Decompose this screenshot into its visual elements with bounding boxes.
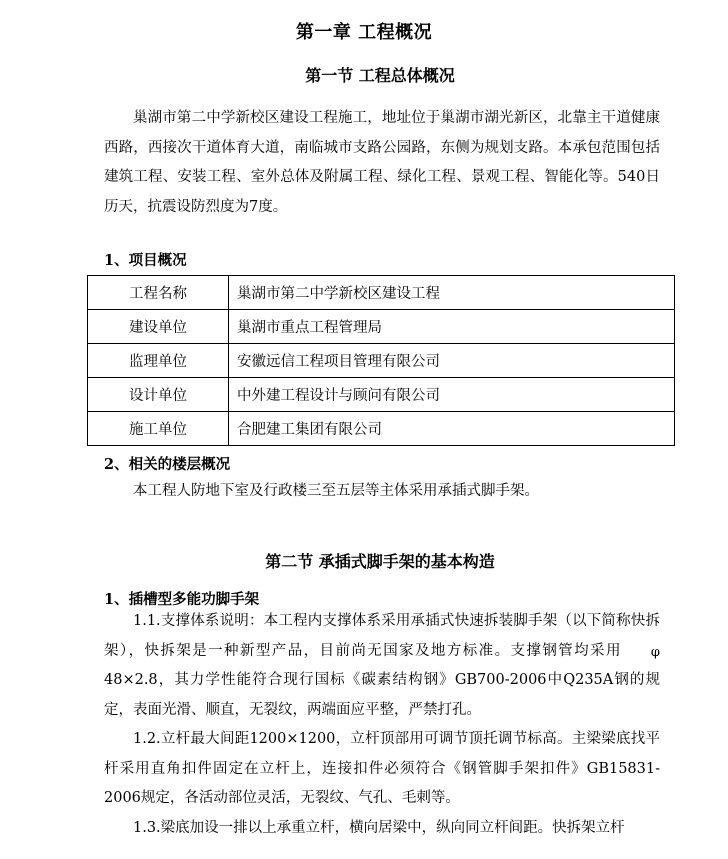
section2-title: 第二节 承插式脚手架的基本构造 [265, 552, 495, 571]
paragraph-1-1 [104, 607, 660, 725]
section1-title: 第一节 工程总体概况 [305, 66, 455, 85]
intro-paragraph [104, 104, 660, 222]
paragraph-1-3: 1.3.梁底加设一排以上承重立杆，横向居梁中，纵向同立杆间距。快拆架立杆 [133, 819, 625, 836]
table-value: 巢湖市第二中学新校区建设工程 [229, 276, 675, 310]
table-row [88, 344, 675, 378]
project-info-table [87, 275, 675, 446]
paragraph-1-1-part-a: 1.1.支撑体系说明：本工程内支撑体系采用承插式快速拆装脚手架（以下简称快拆架），快拆架是一种新型产品，目前尚无国家及地方标准。支撑钢管均采用 [104, 613, 660, 659]
table-row [88, 276, 675, 310]
table-row [88, 378, 675, 412]
chapter-title: 第一章 工程概况 [295, 22, 433, 43]
intro-text: 巢湖市第二中学新校区建设工程施工，地址位于巢湖市湖光新区，北靠主干道健康西路，西接次干道体育大道，南临城市支路公园路，东侧为规划支路。本承包范围包括建筑工程、安装工程、室外总体及附属工程、绿化工程、景观工程、智能化等。540日历天，抗震设防烈度为7度。 [104, 110, 660, 215]
table-value: 中外建工程设计与顾问有限公司 [229, 378, 675, 412]
table-key: 施工单位 [88, 412, 229, 446]
item1-title: 1、项目概况 [104, 252, 187, 269]
diameter-symbol: φ [650, 644, 660, 660]
table-value: 安徽远信工程项目管理有限公司 [229, 344, 675, 378]
item2-title: 2、相关的楼层概况 [104, 456, 231, 473]
table-value: 巢湖市重点工程管理局 [229, 310, 675, 344]
item2-paragraph [104, 477, 660, 507]
item2-text: 本工程人防地下室及行政楼三至五层等主体采用承插式脚手架。 [133, 483, 539, 499]
section2-paragraphs [104, 607, 660, 843]
table-value: 合肥建工集团有限公司 [229, 412, 675, 446]
paragraph-1-1-part-b: 48×2.8，其力学性能符合现行国标《碳素结构钢》GB700-2006中Q235A钢的规定，表面光滑、顺直，无裂纹，两端面应平整，严禁打孔。 [104, 672, 660, 718]
table-key: 设计单位 [88, 378, 229, 412]
table-row [88, 310, 675, 344]
paragraph-1-2: 1.2.立杆最大间距1200×1200，立杆顶部用可调节顶托调节标高。主梁梁底找平杆采用直角扣件固定在立杆上，连接扣件必须符合《钢管脚手架扣件》GB15831-2006规定，各活动部位灵活，无裂纹、气孔、毛刺等。 [104, 731, 660, 806]
table-row [88, 412, 675, 446]
table-key: 工程名称 [88, 276, 229, 310]
table-key: 建设单位 [88, 310, 229, 344]
table-key: 监理单位 [88, 344, 229, 378]
section2-item1-title: 1、插槽型多能功脚手架 [104, 591, 260, 608]
